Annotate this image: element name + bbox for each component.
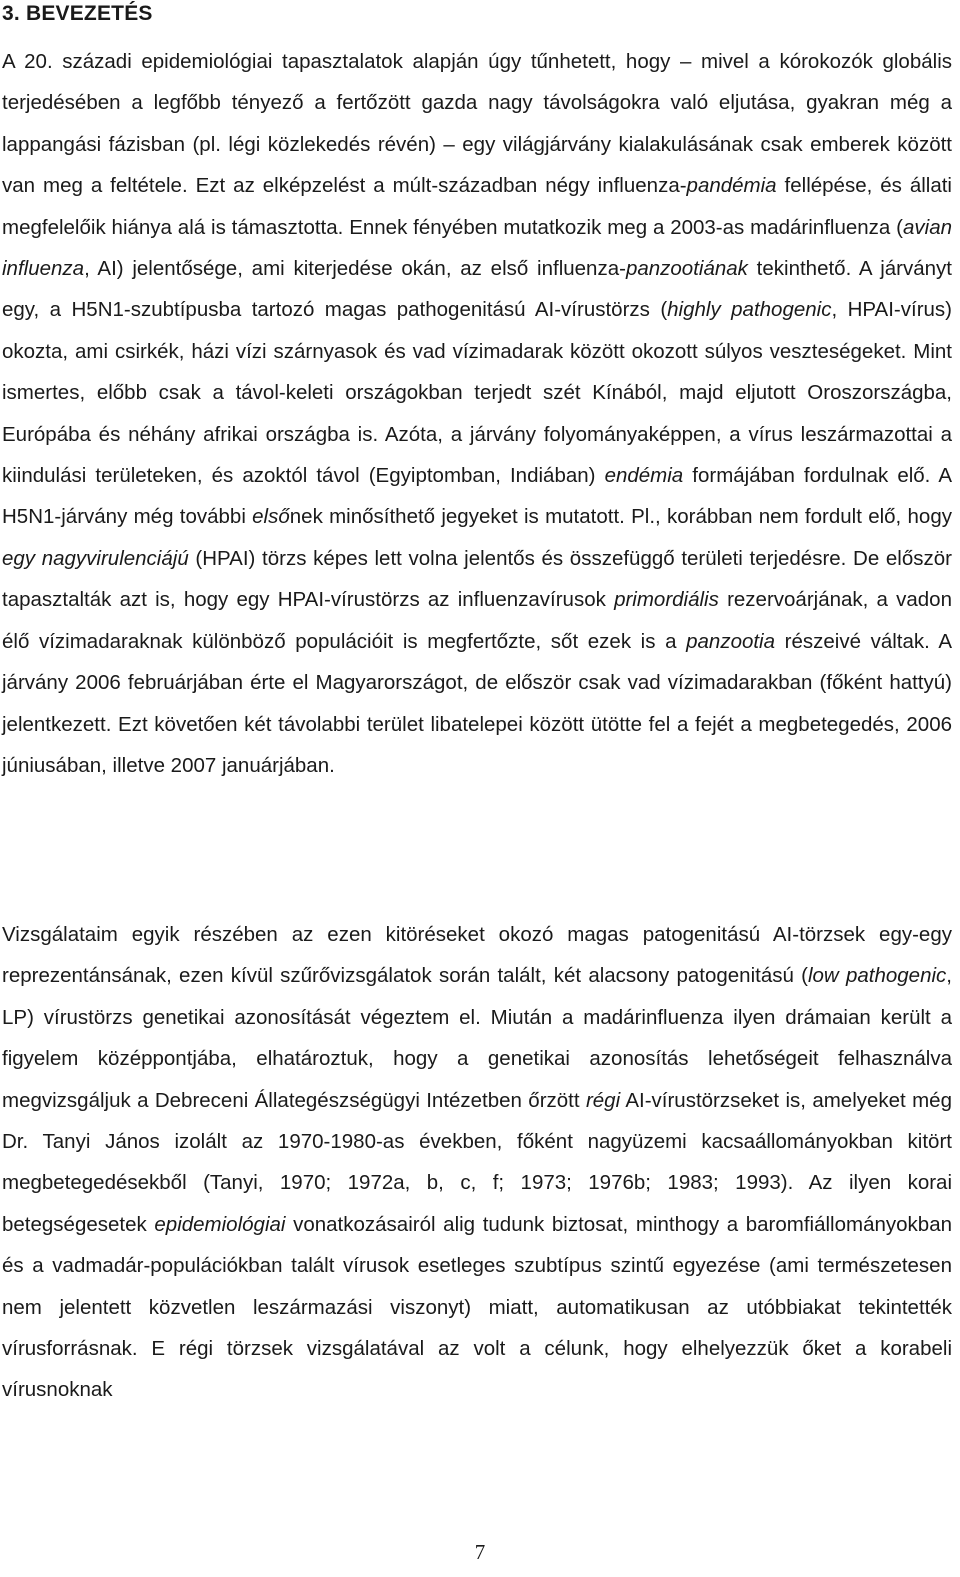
paragraph-1 [2,41,952,786]
text-run: AI-vírustörzseket is, amelyeket még Dr. Tanyi János izolált az 1970-1980-as években, főként nagyüzemi kacsaállományokban kitört megbetegedésekből (Tanyi, 1970; 1972a, b, c, f; 1973; 1976b; 1983; 1993). Az ilyen korai betegségesetek [2,1088,952,1236]
text-run: , AI) jelentősége, ami kiterjedése okán, az első influenza- [84,257,626,281]
italic-term: panzootia [686,629,776,653]
italic-term: panzootiának [625,257,748,281]
text-run: (HPAI) törzs képes lett volna jelentős és összefüggő területi terjedésre. De először tapasztalták azt is, hogy egy HPAI-vírustörzs az influenzavírusok [2,546,952,612]
text-run: , HPAI-vírus) okozta, ami csirkék, házi vízi szárnyasok és vad vízimadarak között okozott súlyos veszteségeket. Mint ismertes, előbb csak a távol-keleti országokban terjedt szét Kínából, majd eljutott Oroszországba, Európába és néhány afrikai országba is. Azóta, a járvány folyományaképpen, a vírus leszármazottai a kiindulási területeken, és azoktól távol (Egyiptomban, Indiában) [2,298,952,488]
italic-term: epidemiológiai [154,1212,286,1236]
text-run: fellépése, és állati megfelelőik hiánya alá is támasztotta. Ennek fényében mutatkozik meg a 2003-as madárinfluenza ( [2,174,952,239]
page-number: 7 [474,1540,486,1564]
italic-term: avian influenza [2,215,952,281]
text-run: nek minősíthető jegyeket is mutatott. Pl., korábban nem fordult elő, hogy [289,505,952,529]
section-heading: 3. BEVEZETÉS [2,2,153,25]
italic-term: pandémia [686,174,777,198]
text-run: formájában fordulnak elő. A H5N1-járvány még további [2,464,952,529]
text-run: Vizsgálataim egyik részében az ezen kitöréseket okozó magas patogenitású AI-törzsek egy-egy reprezentánsának, ezen kívül szűrővizsgálatok során talált, két alacsony patogenitású ( [2,923,952,988]
italic-term: egy nagyvirulenciájú [2,546,189,570]
italic-term: endémia [604,464,684,488]
text-run: rezervoárjának, a vadon élő vízimadaraknak különböző populációit is megfertőzte, sőt ezek is a [2,588,952,653]
text-run: , LP) vírustörzs genetikai azonosítását végeztem el. Miután a madárinfluenza ilyen drámaian került a figyelem középpontjába, elhatároztuk, hogy a genetikai azonosítás lehetőségeit felhasználva megvizsgáljuk a Debreceni Állategészségügyi Intézetben őrzött [2,964,952,1112]
text-run: A 20. századi epidemiológiai tapasztalatok alapján úgy tűnhetett, hogy – mivel a kórokozók globális terjedésében a legfőbb tényező a fertőzött gazda nagy távolságokra való eljutása, gyakran még a lappangási fázisban (pl. légi közlekedés révén) – egy világjárvány kialakulásának csak emberek között van meg a feltétele. Ezt az elképzelést a múlt-században négy influenza- [2,50,952,198]
italic-term: primordiális [614,588,719,612]
text-run: tekinthető. A járványt egy, a H5N1-szubtípusba tartozó magas pathogenitású AI-vírustörzs ( [2,257,952,322]
text-run: részeivé váltak. A járvány 2006 februárjában érte el Magyarországot, de először csak vad vízimadarakban (főként hattyú) jelentkezett. Ezt követően két távolabbi terület libatelepei között ütötte fel a fejét a megbetegedés, 2006 júniusában, illetve 2007 januárjában. [2,629,952,777]
italic-term: low pathogenic [807,964,947,988]
italic-term: highly pathogenic [667,298,832,322]
text-run: vonatkozásairól alig tudunk biztosat, minthogy a baromfiállományokban és a vadmadár-populációkban talált vírusok esetleges szubtípus szintű egyezése (ami természetesen nem jelentett közvetlen leszármazási viszonyt) miatt, automatikusan az utóbbiakat tekintették vírusforrásnak. E régi törzsek vizsgálatával az volt a célunk, hogy elhelyezzük őket a korabeli vírusnoknak [2,1212,952,1402]
italic-term: régi [585,1088,621,1112]
italic-term: első [252,505,290,529]
paragraph-2 [2,914,952,1411]
